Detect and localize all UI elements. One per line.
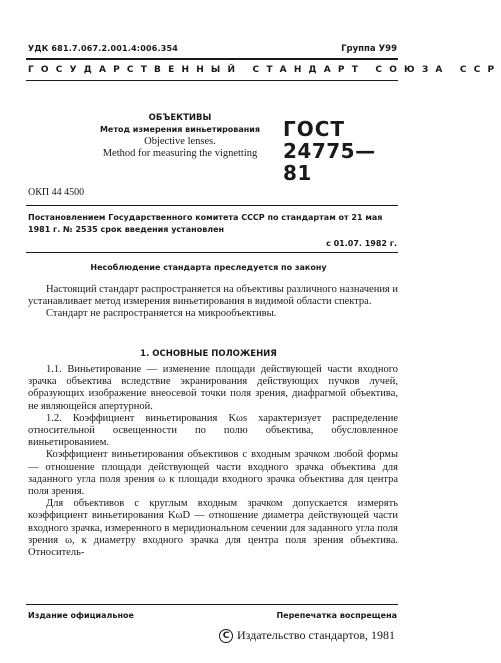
decree-line-1: Постановлением Государственного комитета СССР по стандартам от 21 мая xyxy=(28,213,383,222)
heading-rule xyxy=(26,80,398,81)
standard-subtitle: Метод измерения виньетирования xyxy=(99,125,261,134)
title-block xyxy=(80,112,280,160)
english-name: Objective lenses. xyxy=(144,136,216,147)
okp-code: ОКП 44 4500 xyxy=(28,187,85,198)
section-paragraph: 1.2. Коэффициент виньетирования Kωs характеризует распределение относительной освещенности по полю объектива, обусловленное виньетированием. xyxy=(28,412,398,449)
reprint-prohibited-label: Перепечатка воспрещена xyxy=(276,611,397,620)
intro-paragraph: Стандарт не распространяется на микрообъективы. xyxy=(46,308,277,320)
section-body xyxy=(28,364,398,559)
section-paragraph: Для объективов с круглым входным зрачком допускается измерять коэффициент виньетирования KωD — отношение диаметра действующей части входного зрачка, измеренного в меридиональном сечении для заданного угла поля зрения ω, к диаметру входного зрачка для центра поля зрения объектива. Относитель- xyxy=(28,498,398,559)
gost-designation xyxy=(283,118,393,184)
copyright-line xyxy=(219,628,395,643)
copyright-text: Издательство стандартов, 1981 xyxy=(237,628,395,642)
legal-warning: Несоблюдение стандарта преследуется по закону xyxy=(90,263,327,272)
section-heading: 1. ОСНОВНЫЕ ПОЛОЖЕНИЯ xyxy=(140,349,277,359)
group-code: Группа У99 xyxy=(341,44,397,54)
section-paragraph: 1.1. Виньетирование — изменение площади действующей части входного зрачка объектива вследствие экранирования действующих пучков лучей, образующих изображение внеосевой точки поля зрения, диафрагмой объектива, не являющейся апертурной. xyxy=(28,364,398,412)
decree-block xyxy=(28,212,398,236)
intro-text xyxy=(28,284,398,321)
state-standard-heading: ГОСУДАРСТВЕННЫЙ СТАНДАРТ СОЮЗА ССР xyxy=(28,65,501,75)
okp-rule xyxy=(26,205,398,206)
english-subtitle: Method for measuring the vignetting xyxy=(102,148,258,159)
gost-number: 24775—81 xyxy=(283,139,376,185)
copyright-icon: C xyxy=(219,629,233,643)
decree-rule xyxy=(26,252,398,253)
footer-rule xyxy=(26,604,398,605)
section-paragraph: Коэффициент виньетирования объективов с входным зрачком любой формы — отношение площади действующей части входного зрачка объектива для заданного угла поля зрения ω к площади входного зрачка объектива для центра поля зрения. xyxy=(28,449,398,498)
udk-code: УДК 681.7.067.2.001.4:006.354 xyxy=(28,44,179,53)
top-rule xyxy=(26,58,398,60)
decree-line-2: 1981 г. № 2535 срок введения установлен xyxy=(28,225,225,234)
standard-name: ОБЪЕКТИВЫ xyxy=(148,113,212,123)
introduction-date: с 01.07. 1982 г. xyxy=(326,239,397,248)
intro-paragraph: Настоящий стандарт распространяется на объективы различного назначения и устанавливает метод измерения виньетирования в видимой области спектра. xyxy=(28,284,399,308)
gost-label: ГОСТ xyxy=(283,117,346,141)
official-edition-label: Издание официальное xyxy=(28,611,134,620)
